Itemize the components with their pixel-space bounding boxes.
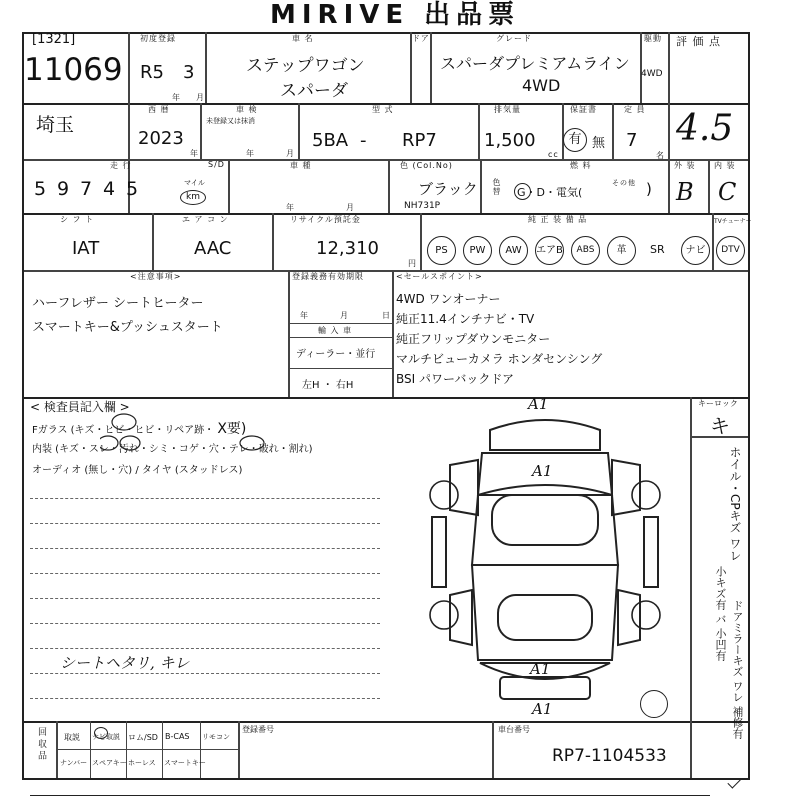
year-label: 西 暦 (148, 105, 170, 114)
exterior-value: B (676, 178, 694, 206)
equip-abs (571, 236, 600, 265)
notes-line1: ハーフレザー シートヒーター (32, 296, 204, 311)
sales-point: 純正11.4インチナビ・TV (396, 312, 535, 326)
equip-sr: SR (650, 243, 665, 256)
equip-navi-label: ナビ (685, 245, 706, 256)
mileage-digits (34, 178, 146, 200)
spare-circle (640, 690, 668, 718)
grade-line1: スパーダプレミアムライン (440, 54, 630, 73)
key-lock-label: キーロック (698, 399, 738, 408)
fuel-options: G・D・電気( (517, 186, 583, 199)
grade-label: グレード (496, 34, 532, 43)
collection-item: ロム/SD (128, 733, 158, 742)
model-code: RP7 (402, 130, 437, 151)
first-reg-label: 初度登録 (140, 34, 176, 43)
import-label: 輸 入 車 (318, 326, 353, 335)
collection-item: ナビ取説 (92, 733, 120, 741)
year-unit: 年 (190, 149, 199, 158)
model-prefix: 5BA (312, 130, 349, 151)
reg-expiry-label: 登録義務有効期限 (292, 272, 364, 281)
notes-label: <注意事項> (130, 272, 182, 281)
exterior-label: 外 装 (674, 161, 696, 170)
recycle-value: 12,310 (316, 238, 379, 259)
equip-navi (681, 236, 710, 265)
equip-abs-label: ABS (576, 245, 595, 255)
model-label: 型 式 (372, 105, 394, 114)
chassis-label: 車台番号 (498, 725, 530, 734)
equip-leather-label: 革 (616, 245, 627, 256)
collection-item: スペアキー (92, 759, 127, 767)
collection-item: ナンバー (60, 759, 88, 767)
equip-ps (427, 236, 456, 265)
tuner-label: TVチューナー (714, 218, 752, 225)
legend-col2: 小キズ有 バ 小凹有 (714, 566, 727, 661)
key-lock-value: キ (710, 414, 730, 438)
legend-col1: ホイル・CPキズ ワレ (728, 446, 742, 562)
mileage-unit-km-circle (180, 190, 206, 205)
mileage-digit: 4 (103, 178, 116, 200)
legend-col3: ドアミラーキズ ワレ 補修有 (731, 600, 744, 739)
capacity-unit: 名 (656, 151, 665, 160)
equip-aw (499, 236, 528, 265)
mileage-digit: 7 (80, 178, 93, 200)
car-name-line1: ステップワゴン (246, 56, 365, 76)
equip-aw-label: AW (505, 245, 522, 256)
sales-point: マルチビューカメラ ホンダセンシング (396, 352, 603, 366)
inspector-line1-extra: X要) (217, 421, 247, 437)
import-dealer: ディーラー・並行 (296, 349, 376, 360)
grade-line2: 4WD (522, 76, 561, 95)
score-label: 評 価 点 (676, 35, 721, 48)
mileage-digit: 5 (126, 178, 139, 200)
lot-code: [1321] (32, 32, 76, 47)
mileage-digit: 9 (57, 178, 70, 200)
inspection-sublabel: 未登録又は抹消 (206, 117, 255, 125)
lot-number: 11069 (24, 52, 123, 88)
first-reg-unit-year: 年 (172, 93, 181, 102)
damage-mark: A1 (532, 700, 553, 718)
equipment-label: 純 正 装 備 品 (528, 215, 588, 224)
damage-mark: A1 (530, 660, 551, 678)
color-change-label: 色替 (492, 178, 501, 196)
warranty-no: 無 (592, 136, 606, 151)
collection-mark (94, 727, 108, 739)
model-dash: - (360, 130, 367, 151)
fuel-other: その他 (612, 179, 636, 187)
equip-pw (463, 236, 492, 265)
interior-value: C (718, 178, 737, 206)
car-name-line2: スパーダ (280, 81, 348, 101)
inspector-line1-text: Fガラス (キズ・ヒビ・ヒビ・リペア跡・ (32, 425, 215, 436)
recycle-unit: 円 (408, 259, 417, 268)
aircon-label: エ ア コ ン (182, 215, 229, 224)
chassis-value: RP7-1104533 (552, 746, 667, 766)
equip-pw-label: PW (469, 245, 486, 256)
inspector-label: < 検査員記入欄 > (30, 400, 130, 414)
equip-airbag-label: エアB (536, 245, 563, 256)
reg-no-label: 登録番号 (242, 725, 274, 734)
fuel-label: 燃 料 (570, 161, 592, 170)
shift-value: IAT (72, 238, 100, 259)
prefecture: 埼玉 (36, 114, 75, 136)
first-reg-era: R5 (140, 62, 164, 83)
fuel-close: ) (646, 180, 652, 198)
shift-label: シ フ ト (60, 215, 95, 224)
sales-point: BSI パワーバックドア (396, 372, 515, 386)
equip-dtv-label: DTV (721, 245, 740, 255)
inspector-line2: 内装 (キズ・スレ・汚れ・シミ・コゲ・穴・テレ・破れ・割れ) (32, 444, 313, 455)
mileage-label: 走 行 (110, 161, 132, 170)
usage-label: 車 種 (290, 161, 312, 170)
displacement-label: 排気量 (494, 105, 521, 114)
notes-line2: スマートキー&プッシュスタート (32, 320, 223, 335)
first-reg-unit-month: 月 (196, 93, 205, 102)
inspection-unit-month: 月 (286, 149, 295, 158)
inspector-line3: オーディオ (無し・穴) / タイヤ (スタッドレス) (32, 465, 243, 476)
check-mark (727, 774, 741, 788)
sheet-title: MIRIVE 出品票 (270, 0, 521, 30)
recycle-label: リサイクル預託金 (290, 215, 361, 224)
score-value: 4.5 (676, 108, 734, 149)
first-reg-month: 3 (183, 62, 195, 83)
equip-leather (607, 236, 636, 265)
aircon-value: AAC (194, 238, 232, 259)
reg-expiry-year: 年 (300, 311, 309, 320)
reg-expiry-month: 月 (340, 311, 349, 320)
collection-item: 取説 (64, 733, 80, 742)
hand-circle-marks (100, 412, 300, 452)
drive-label: 駆動 (644, 34, 662, 43)
capacity-value: 7 (626, 130, 638, 151)
color-value: ブラック (418, 180, 478, 198)
warranty-yes: 有 (568, 132, 582, 147)
year-value: 2023 (138, 128, 184, 149)
collection-item: リモコン (202, 733, 230, 741)
collection-item: ホーレス (128, 759, 156, 767)
sales-point: 純正フリップダウンモニター (396, 332, 551, 346)
reg-expiry-day: 日 (382, 311, 391, 320)
inspection-label: 車 検 (236, 105, 258, 114)
warranty-yes-circle (563, 128, 587, 152)
inspection-unit-year: 年 (246, 149, 255, 158)
sales-points-label: <セールスポイント> (396, 272, 483, 281)
collection-label: 回 収 品 (36, 727, 46, 760)
equip-dtv (716, 236, 745, 265)
damage-mark: A1 (532, 462, 553, 480)
displacement-unit: cc (548, 150, 559, 159)
usage-month: 月 (346, 203, 355, 212)
mileage-unit-top: マイル (184, 179, 205, 187)
capacity-label: 定 員 (624, 105, 646, 114)
collection-item: スマートキー (164, 759, 206, 767)
sd-label: S/D (208, 160, 225, 169)
usage-year: 年 (286, 203, 295, 212)
mileage-unit-km: km (186, 192, 200, 202)
equip-ps-label: PS (435, 245, 448, 256)
car-name-label: 車 名 (292, 34, 314, 43)
displacement-value: 1,500 (484, 130, 536, 151)
mileage-digit: 5 (34, 178, 47, 200)
equip-airbag (535, 236, 564, 265)
interior-label: 内 装 (714, 161, 736, 170)
warranty-label: 保証書 (570, 105, 597, 114)
door-label: ドア (412, 34, 430, 43)
damage-mark: A1 (528, 395, 549, 413)
grade-side: 4WD (641, 69, 663, 79)
sales-point: 4WD ワンオーナー (396, 292, 501, 306)
color-code: NH731P (404, 201, 441, 211)
color-label: 色 (Col.No) (400, 161, 453, 170)
collection-item: B-CAS (165, 732, 190, 741)
import-handle: 左H ・ 右H (302, 380, 354, 391)
handwritten-note: シートヘタリ, キレ (60, 654, 190, 672)
